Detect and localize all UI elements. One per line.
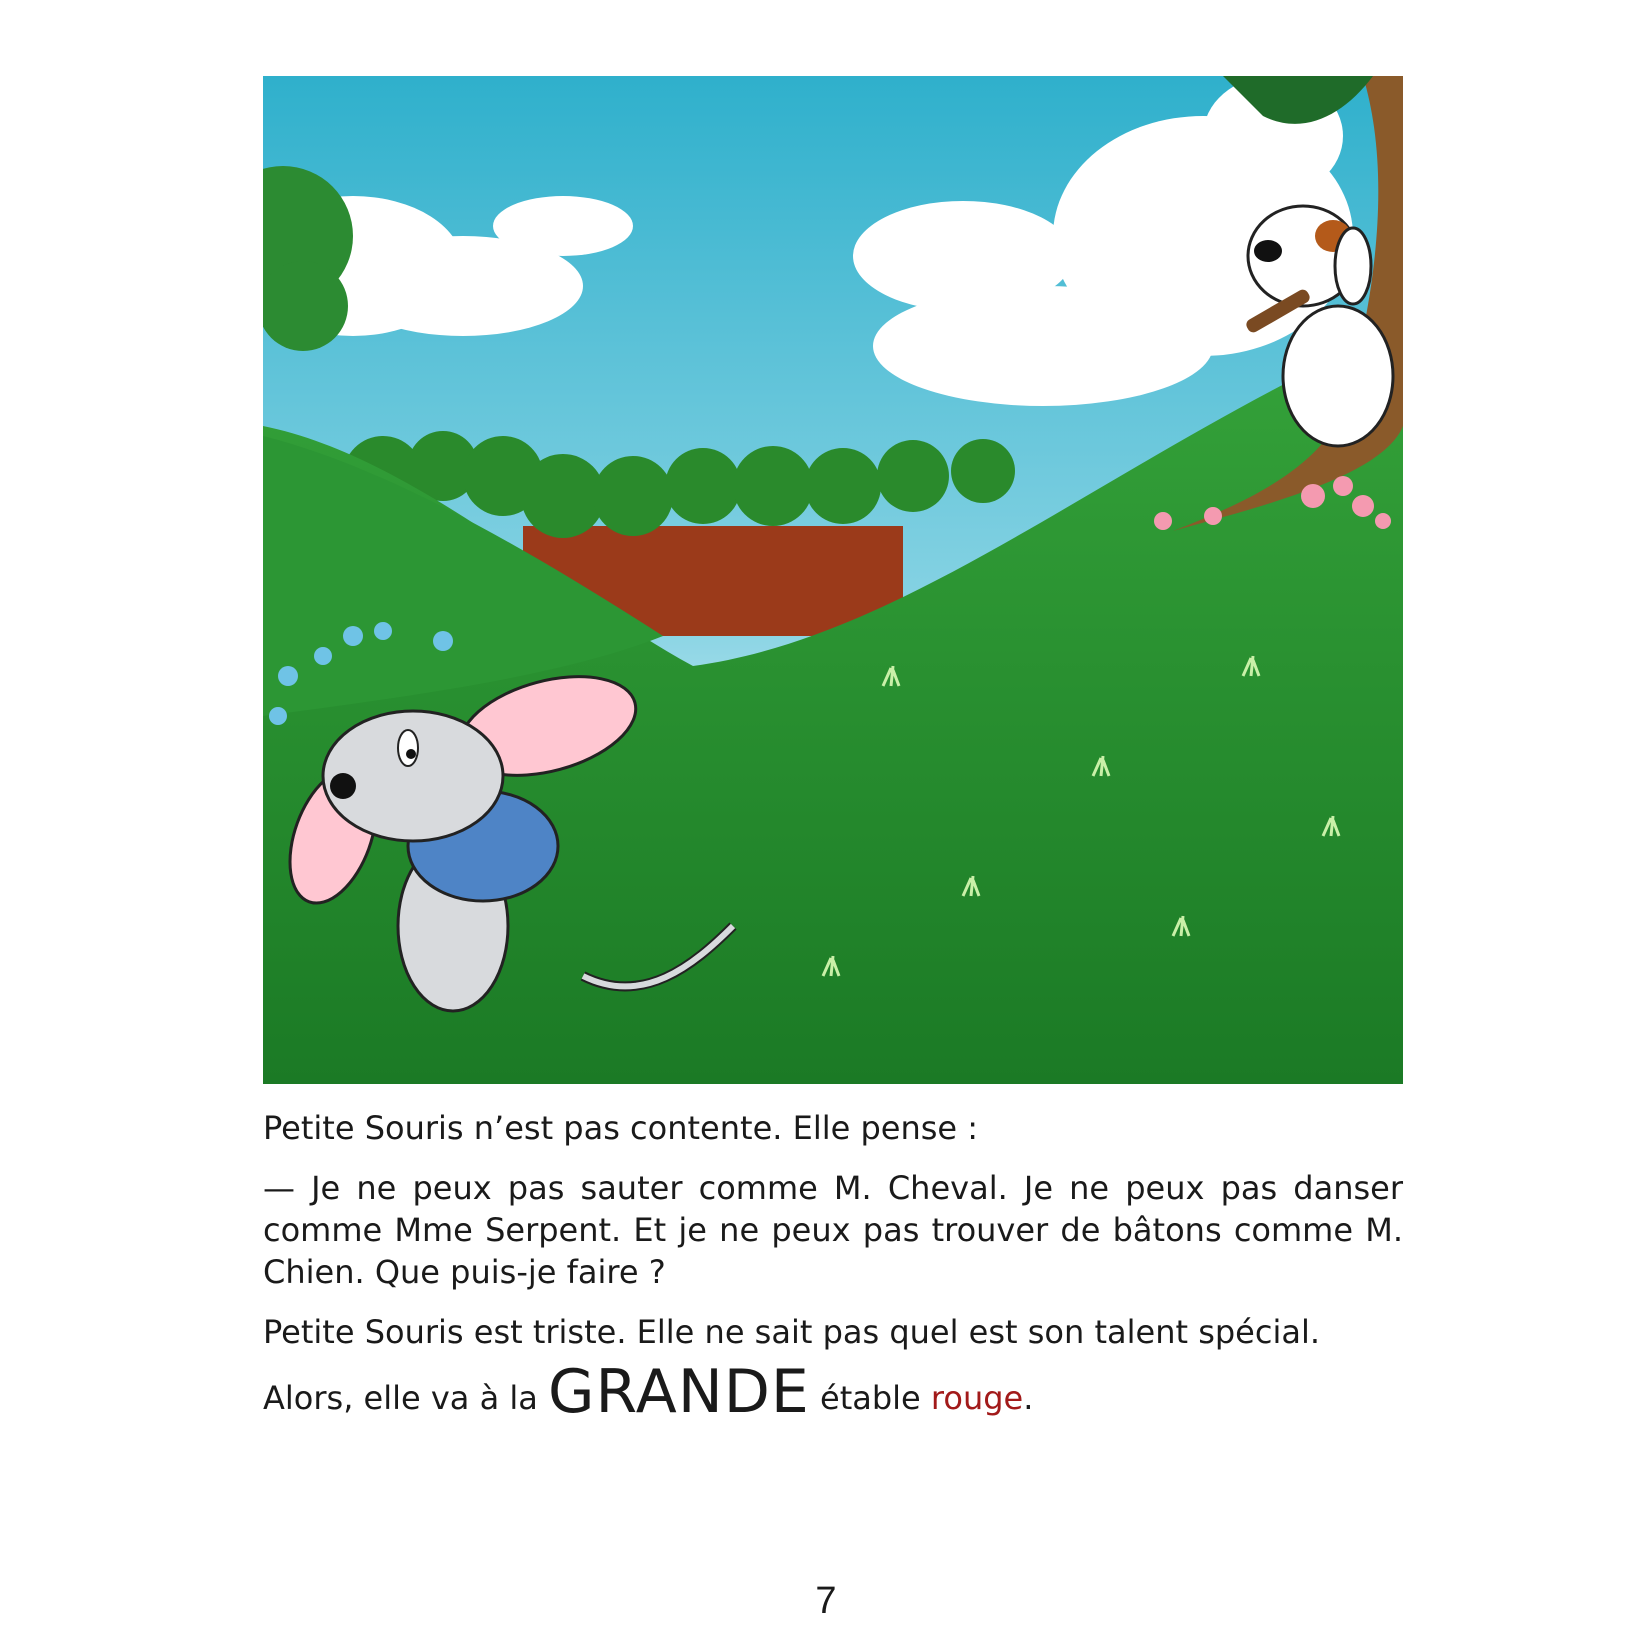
- colored-word: rouge: [930, 1379, 1024, 1417]
- paragraph-4-middle: étable: [820, 1379, 921, 1417]
- paragraph-4-end: .: [1023, 1379, 1034, 1417]
- story-paragraph-4: [263, 1357, 1403, 1427]
- page-number: 7: [815, 1580, 837, 1622]
- emphasized-word: GRANDE: [548, 1357, 810, 1427]
- story-illustration: [263, 76, 1403, 1084]
- story-paragraph-2: — Je ne peux pas sauter comme M. Cheval. Je ne peux pas danser comme Mme Serpent. Et je ne peux pas trouver de bâtons comme M. Chien. Que puis-je faire ?: [263, 1169, 1403, 1291]
- paragraph-4-start: Alors, elle va à la: [263, 1379, 538, 1417]
- story-paragraph-1: Petite Souris n’est pas contente. Elle pense :: [263, 1109, 979, 1147]
- story-text: [263, 1107, 1403, 1437]
- story-paragraph-3: Petite Souris est triste. Elle ne sait pas quel est son talent spécial.: [263, 1313, 1321, 1351]
- meadow-scene: [263, 76, 1403, 1084]
